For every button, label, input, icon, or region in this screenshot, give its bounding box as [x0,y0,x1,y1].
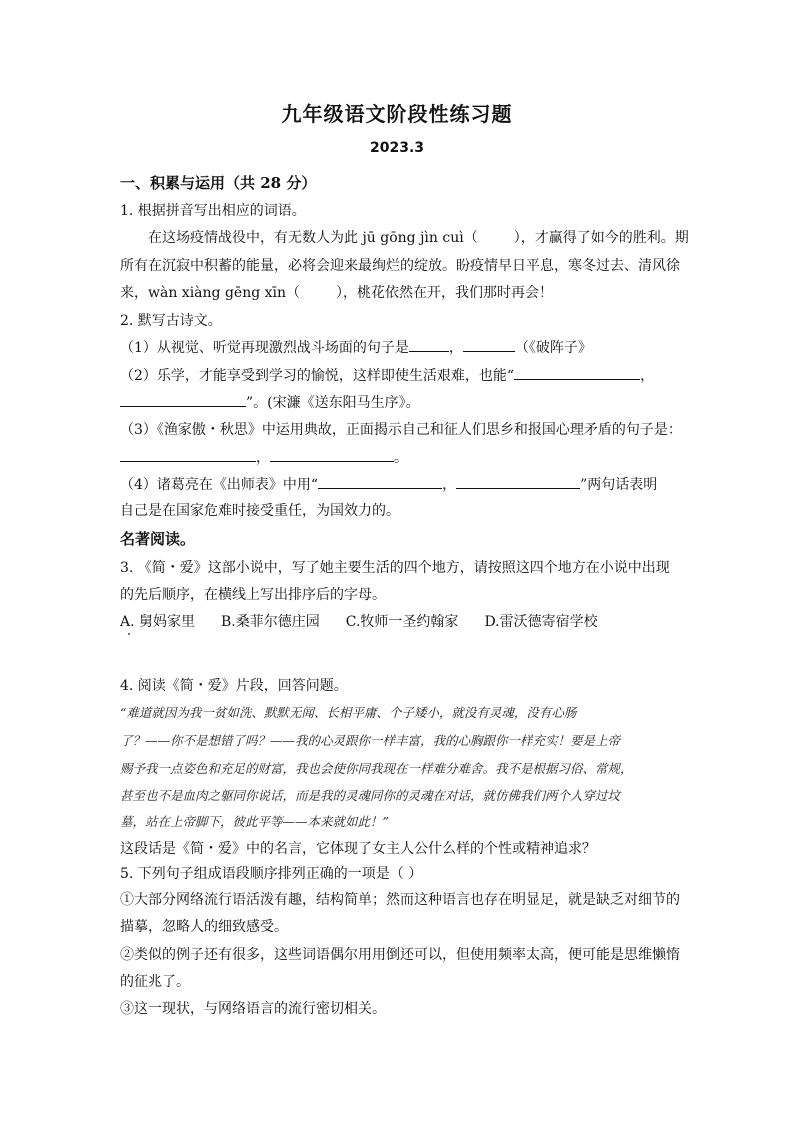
q3-line-2: 的先后顺序，在横线上写出排序后的字母。 [120,587,386,603]
q2-2-text-a: （2）乐学，才能享受到学习的愉悦，这样即使生活艰难，也能“ [120,368,515,384]
fill-blank-8[interactable] [456,474,580,489]
fill-blank-1[interactable] [409,337,449,352]
q4-quote-line-2: 了？——你不是想错了吗？——我的心灵跟你一样丰富，我的心胸跟你一样充实！要是上帝 [120,733,621,748]
q2-item-4-cont: 自己是在国家危难时接受重任，为国效力的。 [120,503,400,519]
q2-item-3: （3）《渔家傲・秋思》中运用典故，正面揭示自己和征人们思乡和报国心理矛盾的句子是： [120,422,682,438]
fill-blank-2[interactable] [463,337,515,352]
fill-blank-5[interactable] [120,447,256,462]
q2-1-text-c: （《破阵子》 [514,340,592,356]
q2-item-3-cont [120,447,680,468]
q5-heading: 5. 下列句子组成语段顺序排列正确的一项是（ ） [120,866,423,882]
exam-date: 2023.3 [369,140,425,156]
q1-para-line2: 所有在沉寂中积蓄的能量，必将会迎来最绚烂的绽放。盼疫情早日平息，寒冬过去、清风徐 [120,258,680,274]
q3-line-1: 3. 《简・爱》这部小说中，写了她主要生活的四个地方，请按照这四个地方在小说中出现 [120,560,670,576]
q5-sentence-2: ②类似的例子还有很多，这些词语偶尔用用倒还可以，但使用频率太高，便可能是思维懒惰 [120,947,680,963]
fill-blank-4[interactable] [120,392,246,407]
q3-option-b: B.桑菲尔德庄园 [221,614,320,630]
q2-2-text-c: ”。(宋濂《送东阳马生序》。 [246,395,420,411]
page-title: 九年级语文阶段性练习题 [281,102,513,126]
q1-para-line1 [148,228,708,248]
fill-blank-7[interactable] [318,474,442,489]
q5-sentence-3: ③这一现状，与网络语言的流行密切相关。 [120,1001,386,1017]
q1-text-1a: 在这场疫情战役中，有无数人为此 jū gōng jìn cuì（ [148,230,478,246]
q4-quote-line-1: “难道就因为我一贫如洗、默默无闻、长相平庸、个子矮小，就没有灵魂，没有心肠 [120,705,577,720]
q1-para-line3 [120,283,680,303]
q2-1-text-a: （1）从视觉、听觉再现激烈战斗场面的句子是 [120,340,409,356]
q5-sentence-1-cont: 描摹，忽略人的细致感受。 [120,919,288,935]
stray-mark [128,633,130,635]
q2-item-2 [120,365,680,386]
q2-1-text-b: ， [448,340,463,356]
q2-item-1 [120,337,680,358]
q1-heading: 1. 根据拼音写出相应的词语。 [120,203,306,219]
q2-2-text-b: ， [640,368,655,384]
q2-item-4 [120,474,680,495]
q1-text-1b: ），才赢得了如今的胜利。期 [513,230,689,246]
q2-heading: 2. 默写古诗文。 [120,313,222,329]
q3-option-d: D.雷沃德寄宿学校 [484,614,598,630]
q4-quote-line-4: 甚至也不是血肉之躯同你说话，而是我的灵魂同你的灵魂在对话，就仿佛我们两个人穿过坟 [120,788,621,803]
q2-item-2-cont [120,392,680,413]
q1-text-3a: 来，wàn xiàng gēng xīn（ [120,285,301,301]
q3-option-c: C.牧师一圣约翰家 [345,614,459,630]
q2-4-text-a: （4）诸葛亮在《出师表》中用“ [120,477,319,493]
q2-3-text-c: 。 [394,450,408,466]
q4-heading: 4. 阅读《简・爱》片段，回答问题。 [120,678,348,694]
q1-text-3b: ），桃花依然在开，我们那时再会！ [336,285,554,301]
q5-sentence-1: ①大部分网络流行语活泼有趣，结构简单；然而这种语言也存在明显足，就是缺乏对细节的 [120,892,680,908]
section-heading-2: 名著阅读。 [120,530,196,548]
q4-quote-line-3: 赐予我一点姿色和充足的财富，我也会使你同我现在一样难分难舍。我不是根据习俗、常规， [120,761,633,776]
q3-option-a: A. 舅妈家里 [120,614,196,630]
section-heading-1: 一、积累与运用（共 28 分） [120,174,317,192]
q4-quote-line-5: 墓，站在上帝脚下，彼此平等——本来就如此！” [120,814,389,829]
q4-question: 这段话是《简・爱》中的名言，它体现了女主人公什么样的个性或精神追求？ [120,841,596,857]
q2-4-text-c: ”两句话表明 [580,477,658,493]
fill-blank-3[interactable] [514,365,640,380]
q3-options [120,612,680,632]
q2-3-text-b: ， [256,450,270,466]
q5-sentence-2-cont: 的征兆了。 [120,974,190,990]
fill-blank-6[interactable] [270,447,394,462]
q2-4-text-b: ， [442,477,457,493]
